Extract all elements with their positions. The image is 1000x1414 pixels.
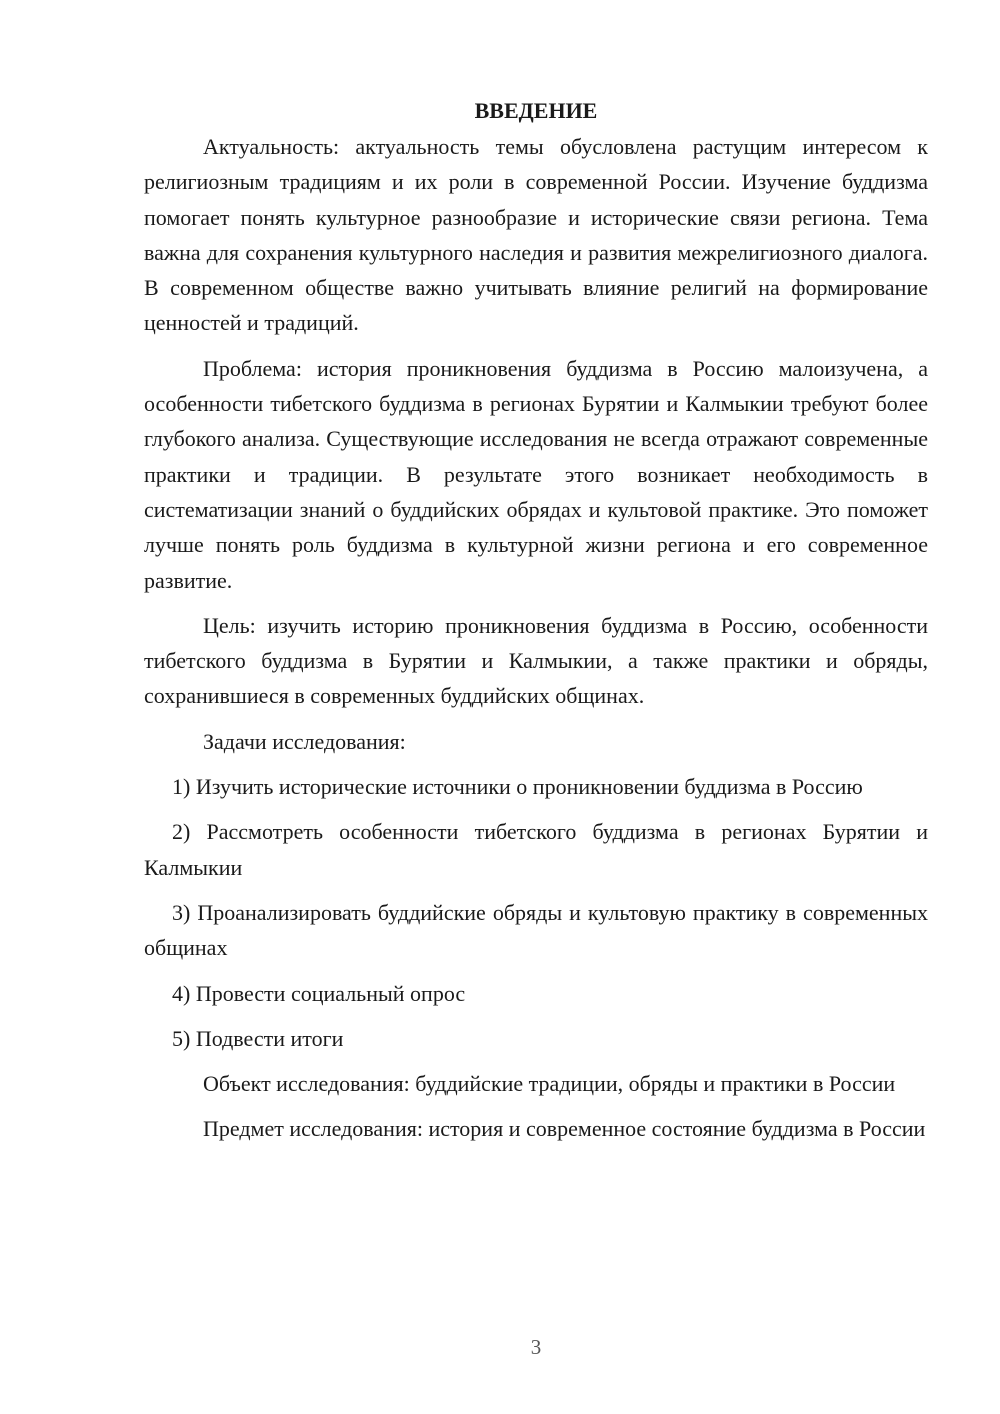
subject-paragraph: Предмет исследования: история и современное состояние буддизма в России	[203, 1116, 926, 1142]
relevance-paragraph: Актуальность: актуальность темы обусловлена растущим интересом к религиозным традициям и их роли в современной России. Изучение буддизма помогает понять культурное разнообразие и исторические связи региона. Тема важна для сохранения культурного наследия и развития межрелигиозного диалога. В современном обществе важно учитывать влияние религий на формирование ценностей и традиций.	[144, 134, 928, 336]
task-item: 3) Проанализировать буддийские обряды и культовую практику в современных общинах	[144, 899, 928, 961]
task-item: 5) Подвести итоги	[172, 1025, 344, 1051]
task-item: 2) Рассмотреть особенности тибетского буддизма в регионах Бурятии и Калмыкии	[144, 819, 928, 880]
problem-paragraph: Проблема: история проникновения буддизма в Россию малоизучена, а особенности тибетского буддизма в регионах Бурятии и Калмыкии требуют более глубокого анализа. Существующие исследования не всегда отражают современные практики и традиции. В результате этого возникает необходимость в систематизации знаний о буддийских обрядах и культовой практике. Это поможет лучше понять роль буддизма в культурной жизни региона и его современное развитие.	[144, 355, 928, 593]
page-content	[144, 93, 928, 1147]
page-number: 3	[530, 1335, 542, 1359]
goal-paragraph: Цель: изучить историю проникновения буддизма в Россию, особенности тибетского буддизма в Бурятии и Калмыкии, а также практики и обряды, сохранившиеся в современных буддийских общинах.	[144, 612, 928, 709]
tasks-list	[144, 769, 928, 1056]
object-paragraph: Объект исследования: буддийские традиции, обряды и практики в России	[203, 1071, 896, 1097]
task-item: 4) Провести социальный опрос	[172, 980, 466, 1006]
task-item: 1) Изучить исторические источники о проникновении буддизма в Россию	[172, 774, 863, 800]
tasks-heading: Задачи исследования:	[203, 728, 406, 754]
page-title: ВВЕДЕНИЕ	[474, 98, 598, 123]
